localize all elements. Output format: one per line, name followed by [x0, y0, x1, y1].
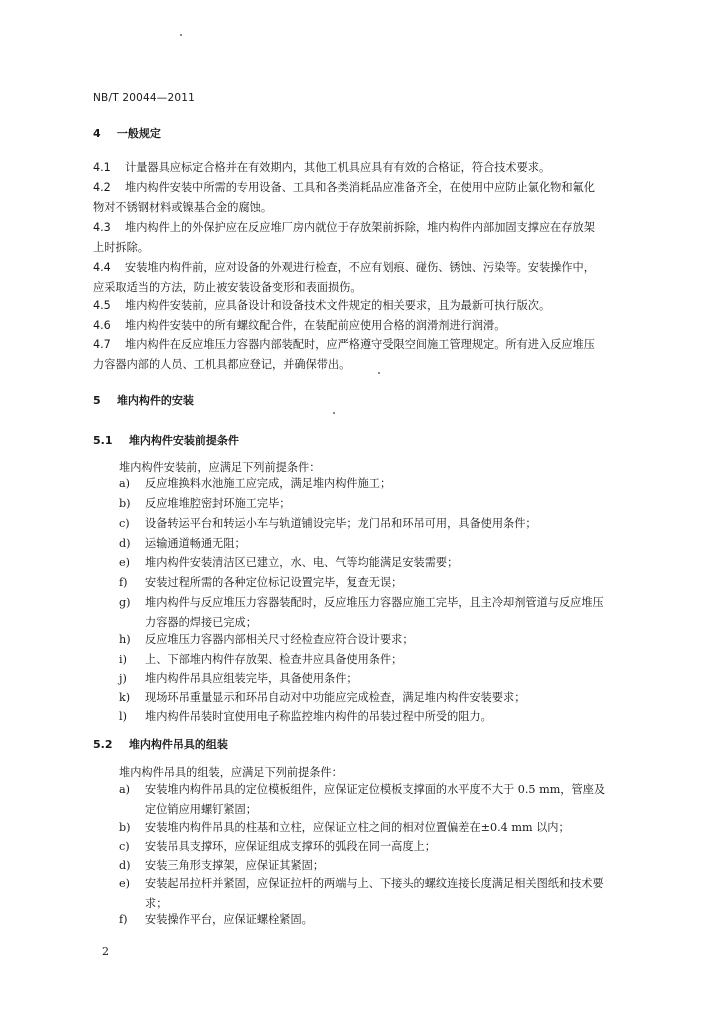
list-label: l)	[119, 710, 127, 723]
list-item	[119, 593, 664, 633]
clause-text: 堆内构件安装中的所有螺纹配合件，在装配前应使用合格的润滑剂进行润滑。	[125, 319, 506, 332]
list-text-continued: 力容器的焊接已完成；	[145, 616, 257, 629]
clause-4-4	[93, 258, 663, 298]
list-item	[119, 650, 664, 670]
list-label: d)	[119, 859, 131, 872]
list-label: f)	[119, 576, 128, 589]
clause-text-continued: 力容器内部的人员、工机具都应登记，并确保带出。	[93, 358, 351, 371]
subsection-intro: 堆内构件吊具的组装，应满足下列前提条件：	[119, 766, 343, 779]
subsection-5-1-heading	[93, 432, 239, 448]
list-label: b)	[119, 497, 131, 510]
list-item	[119, 837, 664, 857]
list-label: d)	[119, 537, 131, 550]
list-text: 安装过程所需的各种定位标记设置完毕，复查无误；	[145, 576, 403, 589]
clause-text-continued: 应采取适当的方法，防止被安装设备变形和表面损伤。	[93, 281, 362, 294]
list-text: 设备转运平台和转运小车与轨道铺设完毕；龙门吊和环吊可用，具备使用条件；	[145, 517, 537, 530]
list-item	[119, 856, 664, 876]
list-label: e)	[119, 556, 130, 569]
clause-number: 4.5	[93, 299, 111, 312]
clause-text-continued: 物对不锈钢材料或镍基合金的腐蚀。	[93, 201, 273, 214]
list-text: 反应堆堆腔密封环施工完毕；	[145, 497, 291, 510]
list-text: 现场环吊重量显示和环吊自动对中功能应完成检查，满足堆内构件安装要求；	[145, 691, 526, 704]
subsection-number: 5.2	[93, 738, 113, 751]
list-text: 安装操作平台，应保证螺栓紧固。	[145, 913, 313, 926]
clause-4-2	[93, 178, 663, 218]
list-item	[119, 514, 664, 534]
section-title: 一般规定	[116, 127, 161, 140]
list-label: b)	[119, 821, 131, 834]
list-label: h)	[119, 633, 131, 646]
list-text: 安装堆内构件吊具的柱基和立柱，应保证立柱之间的相对位置偏差在±0.4 mm 以内；	[145, 821, 570, 834]
list-label: e)	[119, 877, 130, 890]
list-text-continued: 求；	[145, 897, 168, 910]
list-item	[119, 780, 664, 820]
list-text: 堆内构件吊具应组装完毕，具备使用条件；	[145, 672, 358, 685]
clause-text-continued: 上时拆除。	[93, 241, 149, 254]
clause-text: 安装堆内构件前，应对设备的外观进行检查，不应有划痕、碰伤、锈蚀、污染等。安装操作中，	[125, 261, 595, 274]
clause-number: 4.2	[93, 181, 111, 194]
clause-text: 堆内构件在反应堆压力容器内部装配时，应严格遵守受限空间施工管理规定。所有进入反应堆压	[125, 338, 595, 351]
section-5-heading	[93, 392, 194, 408]
list-label: i)	[119, 653, 127, 666]
list-text: 反应堆换料水池施工应完成，满足堆内构件施工；	[145, 477, 392, 490]
list-label: a)	[119, 477, 131, 490]
clause-text: 堆内构件安装中所需的专用设备、工具和各类消耗品应准备齐全，在使用中应防止氯化物和氟化	[125, 181, 595, 194]
list-text: 堆内构件吊装时宜使用电子称监控堆内构件的吊装过程中所受的阻力。	[145, 710, 492, 723]
page-number: 2	[102, 945, 109, 958]
section-4-heading	[93, 125, 161, 141]
clause-number: 4.4	[93, 261, 111, 274]
clause-4-7	[93, 335, 663, 375]
clause-number: 4.7	[93, 338, 111, 351]
list-text: 安装堆内构件吊具的定位模板组件，应保证定位模板支撑面的水平度不大于 0.5 mm，管座及	[145, 783, 606, 796]
list-item	[119, 818, 664, 838]
scan-speck	[180, 34, 182, 36]
list-item	[119, 534, 664, 554]
list-text: 安装起吊拉杆并紧固，应保证拉杆的两端与上、下接头的螺纹连接长度满足相关图纸和技术要	[145, 877, 604, 890]
list-label: g)	[119, 596, 131, 609]
list-label: j)	[119, 672, 127, 685]
list-item	[119, 688, 664, 708]
list-item	[119, 910, 664, 930]
section-number: 5	[93, 394, 101, 407]
list-item	[119, 494, 664, 514]
list-item	[119, 630, 664, 650]
list-label: a)	[119, 783, 131, 796]
subsection-title: 堆内构件吊具的组装	[128, 738, 228, 751]
list-text: 上、下部堆内构件存放架、检查井应具备使用条件；	[145, 653, 403, 666]
list-label: c)	[119, 840, 130, 853]
list-item	[119, 553, 664, 573]
clause-text: 堆内构件上的外保护应在反应堆厂房内就位于存放架前拆除，堆内构件内部加固支撑应在存放架	[125, 221, 595, 234]
list-text: 堆内构件与反应堆压力容器装配时，反应堆压力容器应施工完毕，且主冷却剂管道与反应堆压	[145, 596, 604, 609]
clause-4-1	[93, 158, 663, 178]
list-item	[119, 707, 664, 727]
clause-4-5	[93, 296, 663, 316]
clause-4-6	[93, 316, 663, 336]
list-label: k)	[119, 691, 131, 704]
list-item	[119, 874, 664, 914]
list-text: 安装三角形支撑架，应保证其紧固；	[145, 859, 325, 872]
list-label: f)	[119, 913, 128, 926]
list-text-continued: 定位销应用螺钉紧固；	[145, 803, 257, 816]
subsection-5-2-heading	[93, 736, 228, 752]
subsection-title: 堆内构件安装前提条件	[128, 434, 239, 447]
list-text: 安装吊具支撑环，应保证组成支撑环的弧段在同一高度上；	[145, 840, 436, 853]
list-label: c)	[119, 517, 130, 530]
clause-number: 4.6	[93, 319, 111, 332]
subsection-intro: 堆内构件安装前，应满足下列前提条件：	[119, 461, 321, 474]
section-number: 4	[93, 127, 101, 140]
clause-number: 4.3	[93, 221, 111, 234]
list-item	[119, 573, 664, 593]
list-text: 反应堆压力容器内部相关尺寸经检查应符合设计要求；	[145, 633, 414, 646]
list-item	[119, 669, 664, 689]
list-text: 运输通道畅通无阻；	[145, 537, 246, 550]
clause-text: 堆内构件安装前，应具备设计和设备技术文件规定的相关要求，且为最新可执行版次。	[125, 299, 551, 312]
subsection-number: 5.1	[93, 434, 113, 447]
clause-4-3	[93, 218, 663, 258]
section-title: 堆内构件的安装	[116, 394, 194, 407]
list-item	[119, 474, 664, 494]
list-text: 堆内构件安装清洁区已建立，水、电、气等均能满足安装需要；	[145, 556, 459, 569]
clause-text: 计量器具应标定合格并在有效期内，其他工机具应具有有效的合格证，符合技术要求。	[125, 161, 551, 174]
scan-speck	[333, 412, 335, 414]
standard-code: NB/T 20044—2011	[93, 92, 195, 104]
clause-number: 4.1	[93, 161, 111, 174]
